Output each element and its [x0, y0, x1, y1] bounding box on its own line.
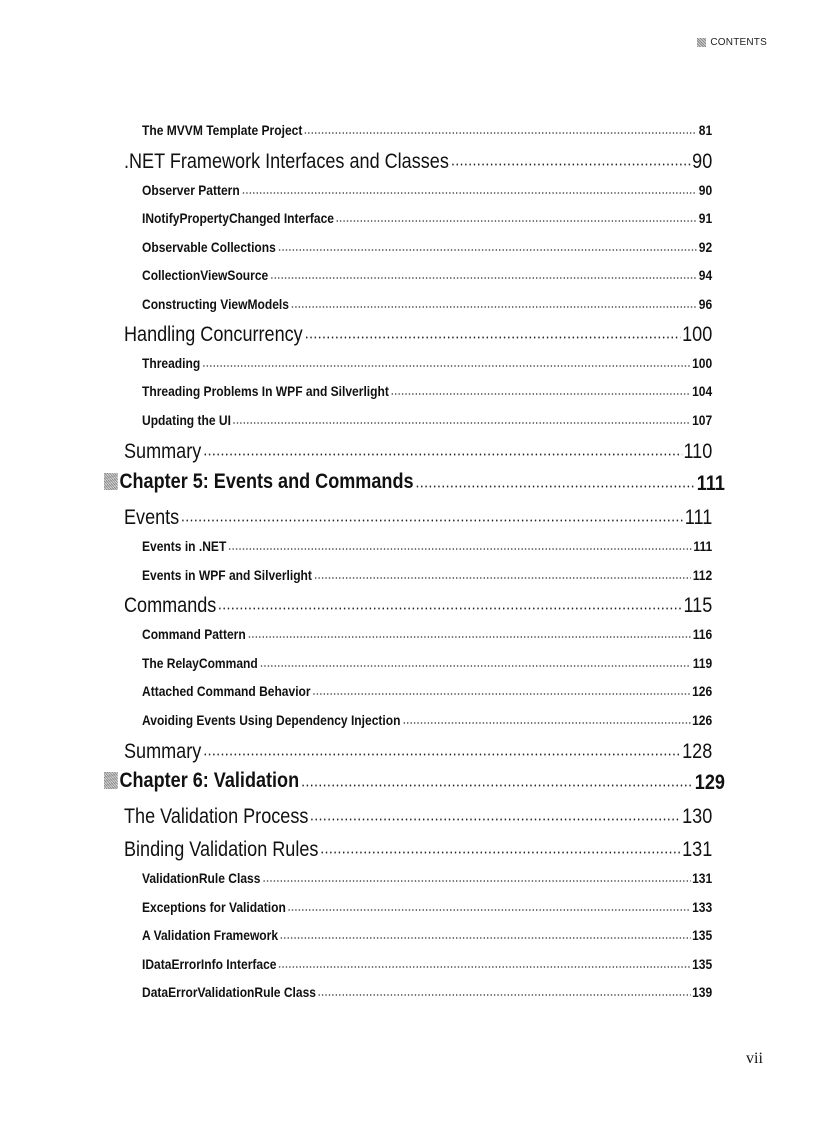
toc-entry[interactable]	[124, 591, 712, 618]
dot-leader	[402, 711, 690, 725]
toc-entry-page: 94	[698, 267, 713, 283]
dot-leader	[262, 869, 690, 883]
toc-entry[interactable]	[142, 869, 712, 886]
toc-entry-title: IDataErrorInfo Interface	[142, 956, 277, 972]
toc-entry-page: 110	[683, 440, 713, 463]
toc-chapter-entry[interactable]	[104, 768, 725, 795]
toc-entry[interactable]	[142, 295, 712, 312]
toc-entry[interactable]	[142, 382, 712, 399]
toc-entry[interactable]	[124, 437, 712, 464]
toc-entry-title: The MVVM Template Project	[142, 122, 303, 138]
toc-entry-page: 111	[696, 472, 725, 495]
dot-leader	[288, 898, 691, 912]
toc-entry[interactable]	[142, 354, 712, 371]
toc-entry-title: Updating the UI	[142, 412, 231, 428]
toc-entry[interactable]	[142, 566, 712, 583]
toc-entry-title: ValidationRule Class	[142, 870, 261, 886]
dot-leader	[314, 566, 691, 580]
toc-entry-page: 90	[698, 182, 713, 198]
toc-entry-title: A Validation Framework	[142, 927, 279, 943]
toc-entry-page: 133	[692, 899, 713, 915]
toc-entry[interactable]	[142, 682, 712, 699]
toc-entry-page: 135	[692, 927, 713, 943]
toc-entry-title: Observer Pattern	[142, 182, 240, 198]
toc-entry[interactable]	[124, 320, 712, 347]
dot-leader	[304, 320, 680, 341]
dot-leader	[181, 503, 683, 524]
dot-leader	[304, 121, 697, 135]
dot-leader	[259, 654, 691, 668]
toc-entry[interactable]	[142, 983, 712, 1000]
toc-entry-page: 111	[693, 538, 713, 554]
toc-entry-title: Command Pattern	[142, 626, 246, 642]
toc-entry-title: Summary	[124, 440, 202, 463]
toc-entry[interactable]	[142, 209, 712, 226]
toc-entry-title: Threading Problems In WPF and Silverlight	[142, 383, 389, 399]
toc-entry-page: 126	[692, 712, 713, 728]
toc-entry-title: Events in WPF and Silverlight	[142, 567, 312, 583]
toc-entry-title: Events in .NET	[142, 538, 227, 554]
toc-entry-page: 96	[698, 296, 713, 312]
toc-entry-title: CollectionViewSource	[142, 267, 269, 283]
toc-entry-title: Exceptions for Validation	[142, 899, 286, 915]
toc-entry-page: 129	[694, 771, 725, 794]
toc-entry-title: INotifyPropertyChanged Interface	[142, 210, 335, 226]
toc-entry-page: 126	[692, 683, 713, 699]
toc-entry-title: Constructing ViewModels	[142, 296, 289, 312]
toc-entry[interactable]	[142, 181, 712, 198]
dot-leader	[320, 835, 680, 856]
dot-leader	[241, 181, 697, 195]
toc-entry-page: 130	[682, 805, 713, 828]
toc-entry-page: 92	[698, 239, 713, 255]
toc-entry[interactable]	[142, 238, 712, 255]
toc-entry[interactable]	[142, 625, 712, 642]
toc-entry-title: Commands	[124, 594, 217, 617]
toc-entry-title: .NET Framework Interfaces and Classes	[124, 150, 449, 173]
toc-entry-page: 131	[692, 870, 713, 886]
toc-entry-page: 107	[692, 412, 713, 428]
toc-entry[interactable]	[124, 835, 712, 862]
dot-leader	[280, 926, 691, 940]
toc-entry-title: The Validation Process	[124, 805, 309, 828]
toc-entry-page: 115	[683, 594, 713, 617]
dot-leader	[318, 983, 691, 997]
toc-entry-page: 139	[692, 984, 713, 1000]
toc-entry-title: Attached Command Behavior	[142, 683, 311, 699]
toc-entry[interactable]	[124, 802, 712, 829]
dot-leader	[336, 209, 697, 223]
toc-entry-title: Chapter 6: Validation	[119, 768, 300, 792]
toc-entry-title: Observable Collections	[142, 239, 276, 255]
toc-entry[interactable]	[142, 121, 712, 138]
dot-leader	[391, 382, 691, 396]
toc-entry-page: 90	[692, 150, 713, 173]
dot-leader	[291, 295, 697, 309]
dot-leader	[218, 591, 682, 612]
toc-entry[interactable]	[142, 898, 712, 915]
dot-leader	[228, 537, 692, 551]
dot-leader	[278, 238, 698, 252]
toc-entry-page: 104	[692, 383, 713, 399]
toc-entry-title: Binding Validation Rules	[124, 838, 319, 861]
toc-entry[interactable]	[142, 955, 712, 972]
toc-entry[interactable]	[142, 654, 712, 671]
toc-entry-page: 131	[682, 838, 713, 861]
toc-entry-title: DataErrorValidationRule Class	[142, 984, 316, 1000]
dot-leader	[415, 469, 695, 490]
toc-entry[interactable]	[124, 737, 712, 764]
toc-entry-title: Summary	[124, 740, 202, 763]
toc-entry-title: Handling Concurrency	[124, 323, 303, 346]
dot-leader	[310, 802, 680, 823]
chapter-marker-icon	[104, 772, 118, 789]
square-bullet-icon	[697, 38, 706, 47]
dot-leader	[451, 147, 691, 168]
toc-entry-title: Chapter 5: Events and Commands	[119, 469, 414, 493]
toc-entry-page: 111	[684, 506, 713, 529]
running-head-label: CONTENTS	[710, 37, 767, 48]
dot-leader	[247, 625, 691, 639]
toc-entry-title: Avoiding Events Using Dependency Injection	[142, 712, 401, 728]
dot-leader	[270, 266, 697, 280]
running-head	[697, 37, 767, 48]
toc-entry-title: The RelayCommand	[142, 655, 258, 671]
dot-leader	[312, 682, 690, 696]
dot-leader	[202, 354, 690, 368]
toc-entry[interactable]	[142, 711, 712, 728]
toc-chapter-entry[interactable]	[104, 469, 725, 496]
toc-entry-title: Threading	[142, 355, 201, 371]
toc-entry[interactable]	[124, 503, 712, 530]
toc-entry[interactable]	[142, 537, 712, 554]
dot-leader	[301, 768, 693, 789]
toc-entry-page: 135	[692, 956, 713, 972]
toc-entry[interactable]	[142, 411, 712, 428]
dot-leader	[203, 437, 682, 458]
toc-entry-page: 119	[692, 655, 713, 671]
toc-entry[interactable]	[142, 926, 712, 943]
toc-entry-page: 100	[692, 355, 713, 371]
dot-leader	[233, 411, 691, 425]
dot-leader	[278, 955, 690, 969]
toc-entry[interactable]	[124, 147, 712, 174]
toc-entry[interactable]	[142, 266, 712, 283]
page-number: vii	[746, 1050, 763, 1067]
toc-entry-page: 81	[698, 122, 713, 138]
chapter-marker-icon	[104, 473, 118, 490]
toc-entry-title: Events	[124, 506, 180, 529]
toc-entry-page: 128	[682, 740, 713, 763]
toc-entry-page: 100	[682, 323, 713, 346]
toc-entry-page: 112	[692, 567, 713, 583]
dot-leader	[203, 737, 680, 758]
toc-entry-page: 91	[698, 210, 713, 226]
toc-entry-page: 116	[692, 626, 713, 642]
